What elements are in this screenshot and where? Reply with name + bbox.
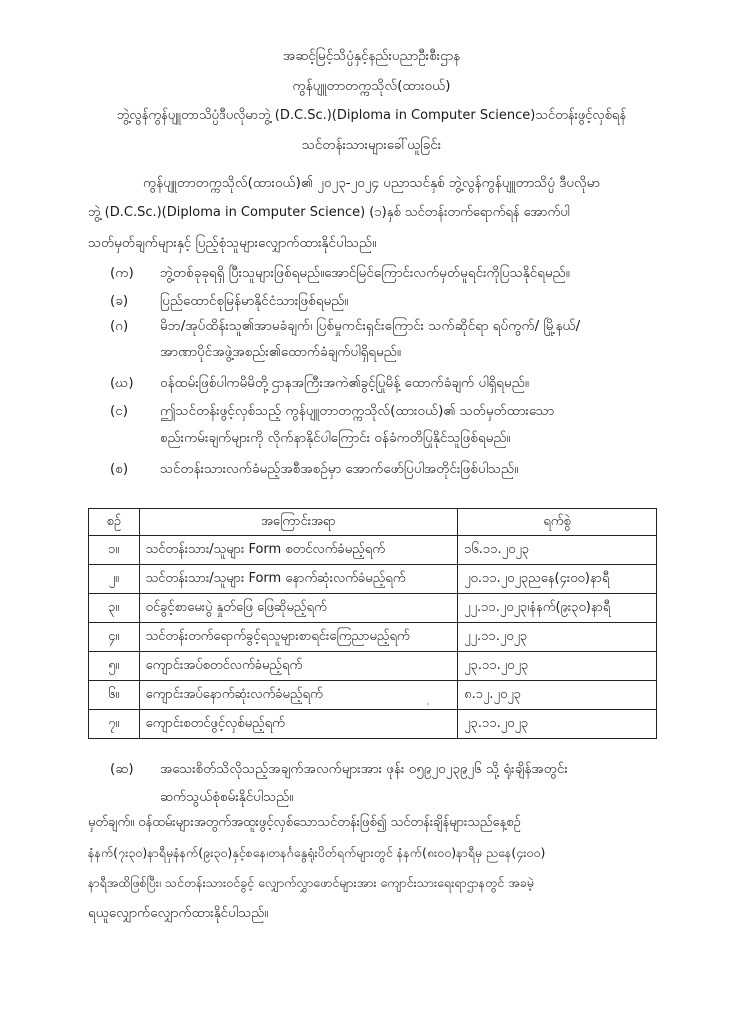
requirement-text: ပြည်ထောင်စုမြန်မာနိုင်ငံသားဖြစ်ရမည်။ [160,293,349,309]
schedule-table [88,508,657,739]
requirement-item [110,313,670,367]
row-subject: ကျောင်းစတင်ဖွင့်လှစ်မည့်ရက် [139,710,458,739]
row-date: ၂၀.၁၁.၂၀၂၃ညနေ(၄း၀၀)နာရီ [458,565,657,594]
row-subject: သင်တန်းတက်ရောက်ခွင့်ရသူများစာရင်းကြေညာမည့်ရက် [139,623,458,652]
program-title: ဘွဲ့လွန်ကွန်ပျူတာသိပ္ပံဒီပလိုမာဘွဲ့ (D.C.Sc.)(Diploma in Computer Science)သင်တန်းဖွင့်လှစ်ရန် [116,108,627,123]
table-header-row [89,509,657,536]
intro-line-2: ဘွဲ့ (D.C.Sc.)(Diploma in Computer Science) (၁)နှစ် သင်တန်းတက်ရောက်ရန် အောက်ပါ [88,205,570,220]
contact-item [110,756,690,810]
row-subject: ကျောင်းအပ်နောက်ဆုံးလက်ခံမည့်ရက် [139,681,458,710]
table-row [89,594,657,623]
row-subject: သင်တန်းသား/သူများ Form စတင်လက်ခံမည့်ရက် [139,536,458,565]
table-row [89,623,657,652]
row-number: ၇။ [89,710,140,739]
note-line-4: ရယူလျှောက်လျှောက်ထားနိုင်ပါသည်။ [88,905,269,921]
note-line-1: မှတ်ချက်။ ဝန်ထမ်းများအတွက်အထူးဖွင့်လှစ်သောသင်တန်းဖြစ်၍ သင်တန်းချိန်များသည်နေ့စဉ် [88,815,521,830]
row-number: ၄။ [89,623,140,652]
row-date: ၂၂.၁၁.၂၀၂၃၊နံနက်(၉း၃၀)နာရီ [458,594,657,623]
note-line-3: နာရီအထိဖြစ်ပြီး၊ သင်တန်းသားဝင်ခွင့် လျှောက်လွှာဖောင်များအား ကျောင်းသားရေးရာဌာနတွင် အခမဲ့ [88,875,534,890]
requirement-label: (င) [110,403,129,419]
department-title: အဆင့်မြင့်သိပ္ပံနှင့်နည်းပညာဦးစီးဌာန [282,48,461,64]
row-subject: ကျောင်းအပ်စတင်လက်ခံမည့်ရက် [139,652,458,681]
row-date: ၂၃.၁၁.၂၀၂၃ [458,710,657,739]
row-date: ၈.၁၂.၂၀၂၃ [458,681,657,710]
row-number: ၂။ [89,565,140,594]
column-header-date: ရက်စွဲ [458,509,657,536]
requirement-text: သင်တန်းသားလက်ခံမည့်အစီအစဉ်မှာ အောက်ဖော်ပြပါအတိုင်းဖြစ်ပါသည်။ [160,461,519,477]
column-header-subject: အကြောင်းအရာ [139,509,458,536]
table-row [89,710,657,739]
requirement-label: (ဂ) [110,318,129,334]
requirement-item [110,288,670,315]
table-row [89,681,657,710]
requirement-item [110,260,670,287]
requirement-text: စည်းကမ်းချက်များကို လိုက်နာနိုင်ပါကြောင်း ဝန်ခံကတိပြုနိုင်သူဖြစ်ရမည်။ [160,430,511,446]
contact-line-2: ဆက်သွယ်စုံစမ်းနိုင်ပါသည်။ [160,789,294,805]
requirement-label: (ဃ) [110,375,134,391]
requirement-text: ဘွဲ့တစ်ခုခုရရှိ ပြီးသူများဖြစ်ရမည်။အောင်မြင်ကြောင်းလက်မှတ်မူရင်းကိုပြသနိုင်ရမည်။ [160,265,570,281]
requirement-item [110,398,670,452]
intro-line-1: ကွန်ပျူတာတက္ကသိုလ်(ထားဝယ်)၏ ၂၀၂၃-၂၀၂၄ ပညာသင်နှစ် ဘွဲ့လွန်ကွန်ပျူတာသိပ္ပံ ဒီပလိုမာ [143,175,600,191]
row-date: ၁၆.၁၁.၂၀၂၃ [458,536,657,565]
column-header-no: စဉ် [89,509,140,536]
row-subject: သင်တန်းသား/သူများ Form နောက်ဆုံးလက်ခံမည့်ရက် [139,565,458,594]
table-row [89,652,657,681]
note-line-2: နံနက်(၇း၃၀)နာရီမှနံနက်(၉း၃၀)နှင့်စနေ၊တနင်္ဂနွေရုံးပိတ်ရက်များတွင် နံနက်(၈း၀၀)နာရီမှ ညနေ(၄း၀၀) [88,845,546,860]
row-date: ၂၃.၁၁.၂၀၂၃ [458,652,657,681]
announcement-title: သင်တန်းသားများခေါ်ယူခြင်း [301,137,442,153]
table-row [89,565,657,594]
row-subject: ဝင်ခွင့်စာမေးပွဲ နှုတ်ဖြေ ဖြေဆိုမည့်ရက် [139,594,458,623]
row-number: ၃။ [89,594,140,623]
requirement-label: (စ) [110,461,129,477]
contact-label: (ဆ) [110,761,134,777]
row-date: ၂၂.၁၁.၂၀၂၃ [458,623,657,652]
scan-speck [427,703,429,705]
intro-line-3: သတ်မှတ်ချက်များနှင့် ပြည့်စုံသူများလျှောက်ထားနိုင်ပါသည်။ [88,235,377,251]
requirement-text: မိဘ/အုပ်ထိန်းသူ၏အာမခံချက်၊ ပြစ်မှုကင်းရှင်းကြောင်း သက်ဆိုင်ရာ ရပ်ကွက်/ မြို့နယ်/ [160,318,581,334]
requirement-item [110,456,670,483]
contact-line-1: အသေးစိတ်သိလိုသည့်အချက်အလက်များအား ဖုန်း ၀၅၉၂၀၂၃၉၂၆ သို့ ရုံးချိန်အတွင်း [160,761,568,777]
university-title: ကွန်ပျူတာတက္ကသိုလ်(ထားဝယ်) [292,78,451,94]
table-row [89,536,657,565]
requirement-item [110,370,670,397]
row-number: ၆။ [89,681,140,710]
requirement-text: အာဏာပိုင်အဖွဲ့အစည်း၏ထောက်ခံချက်ပါရှိရမည်။ [160,344,401,360]
requirement-label: (က) [110,265,134,281]
row-number: ၅။ [89,652,140,681]
row-number: ၁။ [89,536,140,565]
requirement-text: ဤသင်တန်းဖွင့်လှစ်သည့် ကွန်ပျူတာတက္ကသိုလ်(ထားဝယ်)၏ သတ်မှတ်ထားသော [160,403,555,419]
requirement-label: (ခ) [110,293,129,309]
requirement-text: ဝန်ထမ်းဖြစ်ပါကမိမိတို့ဌာနအကြီးအကဲ၏ခွင့်ပြုမိန့် ထောက်ခံချက် ပါရှိရမည်။ [160,375,529,391]
